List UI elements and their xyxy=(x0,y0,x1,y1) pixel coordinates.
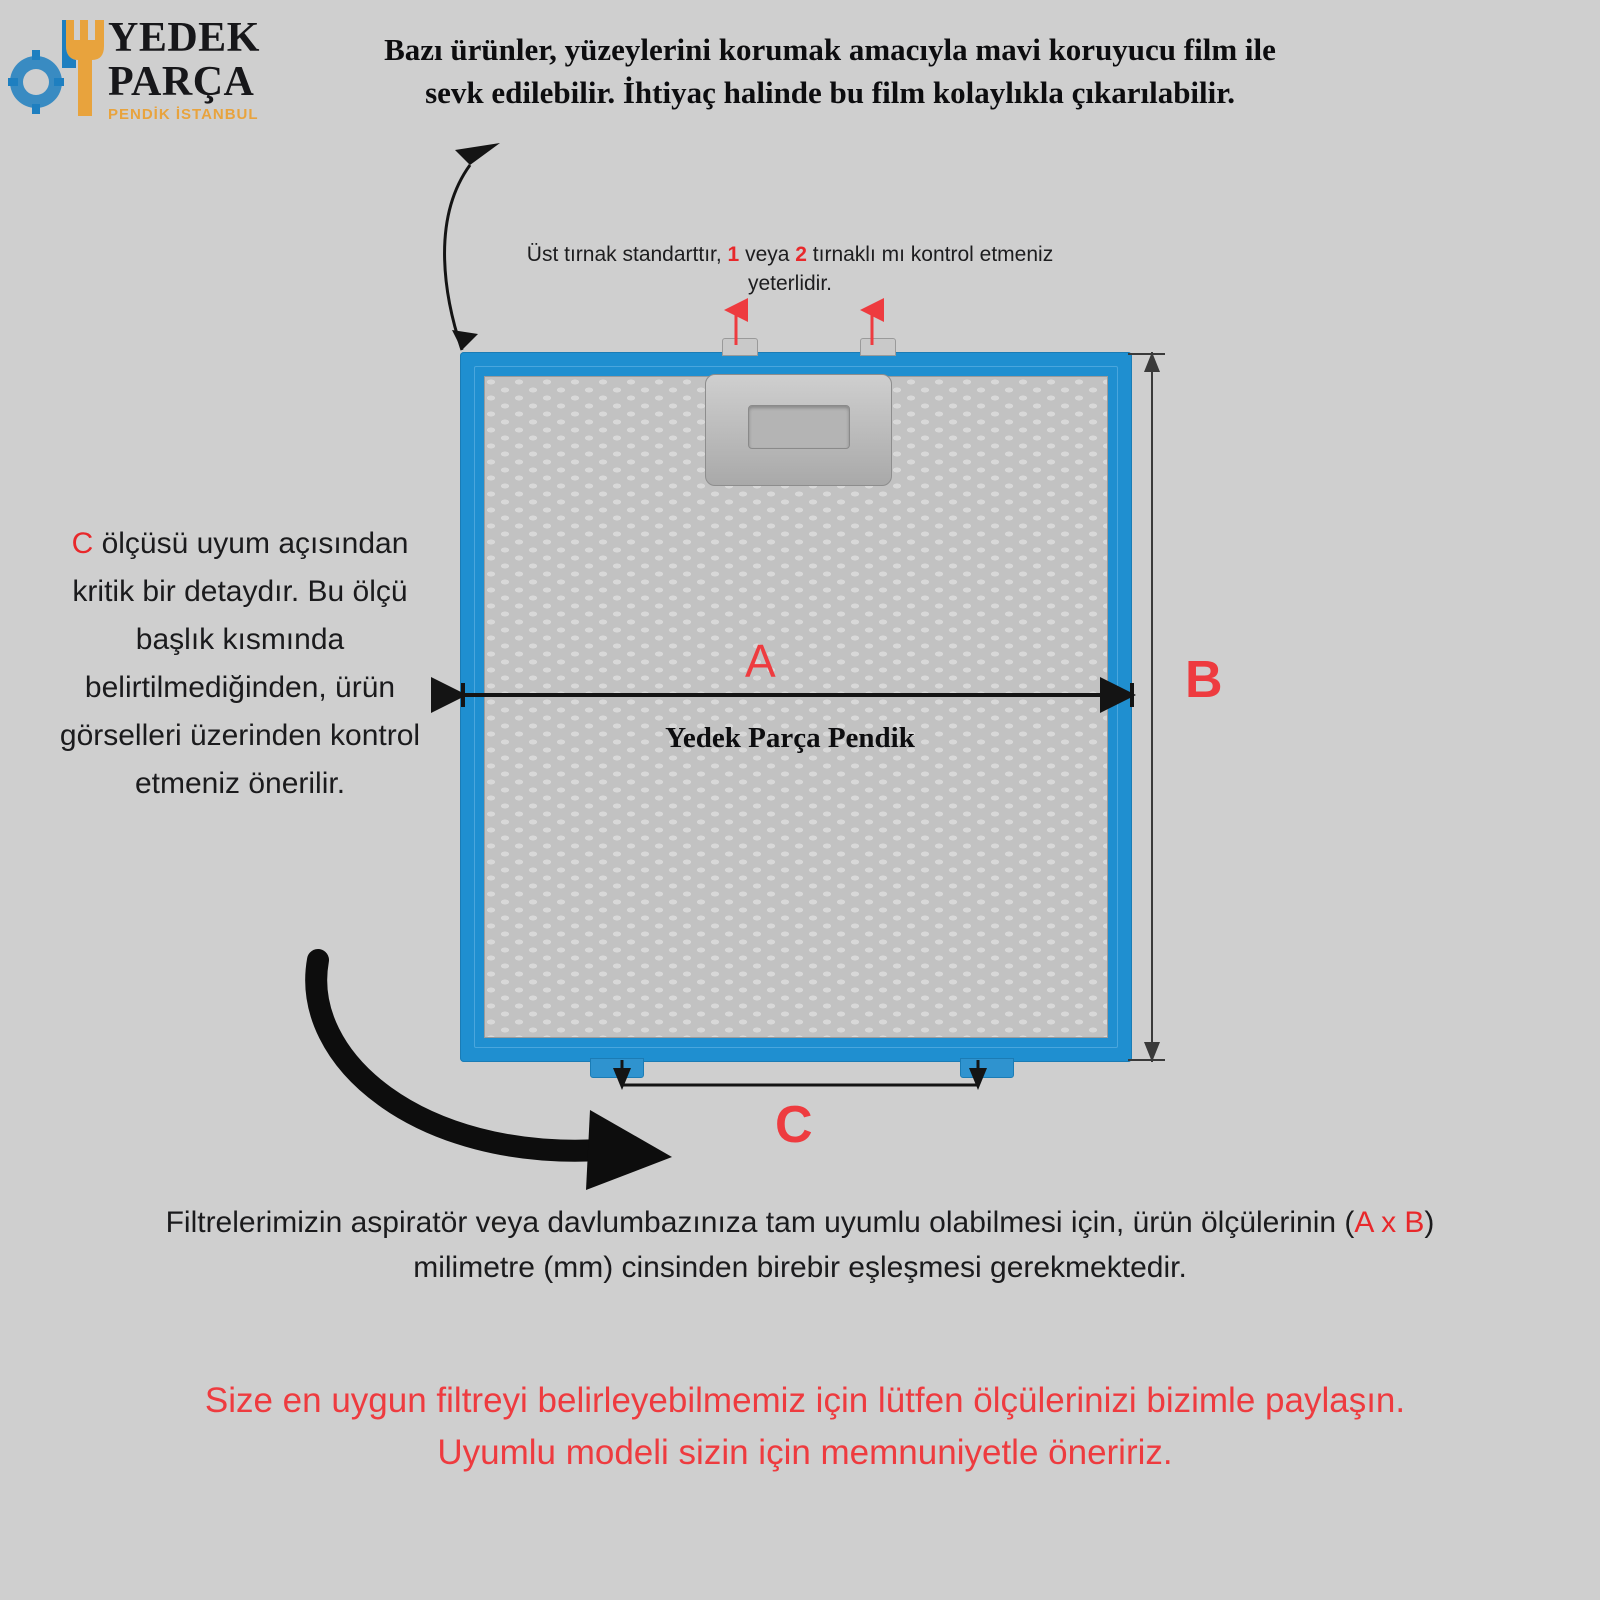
dimension-label-b: B xyxy=(1185,651,1223,709)
logo-wordmark xyxy=(108,16,308,123)
bottom-tab-1 xyxy=(590,1058,644,1078)
tab-note-num1: 1 xyxy=(727,243,740,266)
wrench-gear-icon xyxy=(8,12,108,132)
tab-note xyxy=(520,240,1060,298)
bottom-paragraph xyxy=(130,1200,1470,1290)
top-heading: Bazı ürünler, yüzeylerini korumak amacıyla mavi koruyucu film ile sevk edilebilir. İhtiyaç halinde bu film kolaylıkla çıkarılabilir. xyxy=(384,32,1276,110)
center-brand-text: Yedek Parça Pendik xyxy=(665,722,915,754)
filter-frame xyxy=(460,352,1132,1062)
tab-note-part2: veya xyxy=(739,243,796,266)
top-tab-1 xyxy=(722,338,758,356)
bottom-paragraph-part1: Filtrelerimizin aspiratör veya davlumbazınıza tam uyumlu olabilmesi için, ürün ölçülerinin ( xyxy=(165,1206,1355,1239)
call-to-action-text: Size en uygun filtreyi belirleyebilmemiz için lütfen ölçülerinizi bizimle paylaşın. Uyumlu modeli sizin için memnuniyetle öneririz. xyxy=(204,1381,1406,1472)
tab-note-num2: 2 xyxy=(795,243,807,266)
tab-note-part1: Üst tırnak standarttır, xyxy=(526,243,728,266)
handle-slot xyxy=(748,405,850,449)
logo-line-1: YEDEK xyxy=(108,15,260,61)
left-paragraph-letter: C xyxy=(71,527,94,560)
logo-line-2: PARÇA xyxy=(108,59,255,105)
top-tab-2 xyxy=(860,338,896,356)
tab-note-part3: tırnaklı mı kontrol etmeniz yeterlidir. xyxy=(747,243,1054,295)
brand-logo xyxy=(8,10,308,150)
bottom-paragraph-highlight: A x B xyxy=(1354,1206,1425,1239)
bottom-paragraph-part2: ) milimetre (mm) cinsinden birebir eşleşmesi gerekmektedir. xyxy=(413,1206,1435,1284)
bottom-tab-2 xyxy=(960,1058,1014,1078)
logo-subtitle: PENDİK İSTANBUL xyxy=(108,106,259,123)
filter-handle xyxy=(705,374,892,486)
dimension-label-c: C xyxy=(775,1096,813,1154)
dimension-label-a: A xyxy=(745,635,776,687)
left-paragraph xyxy=(40,520,440,808)
left-paragraph-text: ölçüsü uyum açısından kritik bir detaydır. Bu ölçü başlık kısmında belirtilmediğinden, ürün görselleri üzerinden kontrol etmeniz önerilir. xyxy=(59,527,421,800)
